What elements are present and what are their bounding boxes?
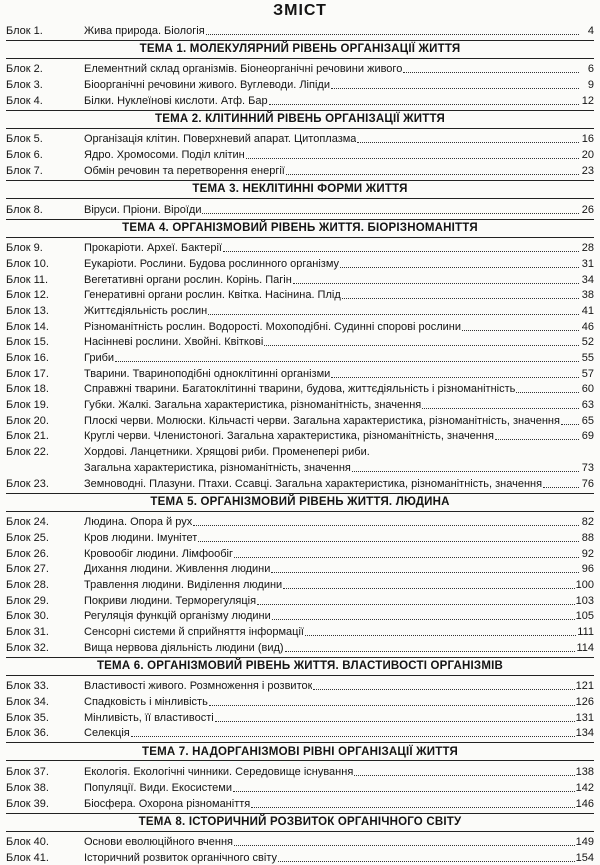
dot-leader xyxy=(340,267,579,268)
entry-title: Кров людини. Імунітет xyxy=(84,531,198,544)
block-number: Блок 41. xyxy=(6,851,49,864)
toc-entry[interactable] xyxy=(6,623,594,639)
block-number: Блок 30. xyxy=(6,610,49,623)
entry-title: Справжні тварини. Багатоклітинні тварини, будова, життєдіяльність і різноманітність xyxy=(84,383,516,396)
dot-leader xyxy=(206,34,579,35)
toc-entry[interactable] xyxy=(6,201,594,217)
entry-title: Основи еволюційного вчення xyxy=(84,836,234,849)
dot-leader xyxy=(246,158,579,159)
toc-entry[interactable] xyxy=(6,475,594,491)
dot-leader xyxy=(234,557,579,558)
entry-title: Біосфера. Охорона різноманіття xyxy=(84,797,251,810)
section-heading: ТЕМА 5. ОРГАНІЗМОВИЙ РІВЕНЬ ЖИТТЯ. ЛЮДИНА xyxy=(6,493,594,512)
dot-leader xyxy=(313,689,574,690)
toc-entry[interactable] xyxy=(6,545,594,561)
page-number: 23 xyxy=(581,164,594,177)
dot-leader xyxy=(257,604,575,605)
dot-leader xyxy=(561,424,579,425)
entry-title: Екологія. Екологічні чинники. Середовище існування xyxy=(84,766,354,779)
entry-title: Властивості живого. Розмноження і розвиток xyxy=(84,680,313,693)
toc-entry[interactable] xyxy=(6,318,594,334)
page-number: 60 xyxy=(581,383,594,396)
dot-leader xyxy=(516,392,579,393)
page-number: 100 xyxy=(575,578,594,591)
block-number: Блок 29. xyxy=(6,594,49,607)
toc-entry[interactable] xyxy=(6,162,594,178)
dot-leader xyxy=(354,775,574,776)
block-number: Блок 31. xyxy=(6,626,49,638)
dot-leader xyxy=(208,314,579,315)
block-number: Блок 16. xyxy=(6,352,49,364)
entry-title: Кровообіг людини. Лімфообіг xyxy=(84,547,233,560)
page-number: 73 xyxy=(581,461,594,474)
block-number: Блок 35. xyxy=(6,711,49,724)
toc-entry[interactable] xyxy=(6,428,594,444)
block-number: Блок 27. xyxy=(6,563,49,576)
page-number: 20 xyxy=(581,149,594,162)
toc-entry[interactable] xyxy=(6,349,594,365)
block-number: Блок 11. xyxy=(6,273,49,286)
block-number: Блок 23. xyxy=(6,477,49,490)
entry-title: Жива природа. Біологія xyxy=(84,24,205,37)
block-number: Блок 7. xyxy=(6,164,43,177)
entry-title: Тварини. Твариноподібні одноклітинні організми xyxy=(84,367,331,380)
toc-entry[interactable] xyxy=(6,334,594,350)
toc-entry[interactable] xyxy=(6,725,594,741)
dot-leader xyxy=(293,283,579,284)
section-heading: ТЕМА 8. ІСТОРИЧНИЙ РОЗВИТОК ОРГАНІЧНОГО СВІТУ xyxy=(6,813,594,832)
dot-leader xyxy=(251,807,574,808)
toc-entry[interactable] xyxy=(6,592,594,608)
page-number: 65 xyxy=(581,414,594,427)
toc-entry[interactable] xyxy=(6,22,594,38)
page-number: 149 xyxy=(575,836,594,849)
section-heading: ТЕМА 7. НАДОРГАНІЗМОВІ РІВНІ ОРГАНІЗАЦІЇ ЖИТТЯ xyxy=(6,742,594,761)
page-number: 76 xyxy=(581,477,594,490)
page-number: 103 xyxy=(575,594,594,607)
toc-entry[interactable] xyxy=(6,709,594,725)
entry-title: Популяції. Види. Екосистеми xyxy=(84,781,232,794)
page-number: 31 xyxy=(581,257,594,270)
entry-title: Організація клітин. Поверхневий апарат. Цитоплазма xyxy=(84,133,357,146)
block-number: Блок 1. xyxy=(6,24,43,37)
dot-leader xyxy=(305,635,576,636)
block-number: Блок 8. xyxy=(6,203,43,216)
block-number: Блок 28. xyxy=(6,578,49,591)
block-number: Блок 17. xyxy=(6,367,49,380)
toc-entry[interactable] xyxy=(6,779,594,795)
dot-leader xyxy=(422,408,579,409)
entry-title: Мінливість, її властивості xyxy=(84,711,214,724)
toc-entry[interactable] xyxy=(6,302,594,318)
entry-title: Елементний склад організмів. Біонеорганічні речовини живого xyxy=(84,63,403,76)
block-number: Блок 38. xyxy=(6,781,49,794)
dot-leader xyxy=(331,377,579,378)
entry-title: Плоскі черви. Молюски. Кільчасті черви. Загальна характеристика, різноманітність, значення xyxy=(84,414,560,427)
block-number: Блок 36. xyxy=(6,727,49,740)
section-heading: ТЕМА 6. ОРГАНІЗМОВИЙ РІВЕНЬ ЖИТТЯ. ВЛАСТИВОСТІ ОРГАНІЗМІВ xyxy=(6,657,594,676)
dot-leader xyxy=(269,104,579,105)
page-number: 4 xyxy=(587,24,594,37)
page-number: 142 xyxy=(575,781,594,794)
block-number: Блок 24. xyxy=(6,516,49,529)
dot-leader xyxy=(271,572,579,573)
toc-entry[interactable] xyxy=(6,76,594,92)
entry-title: Травлення людини. Виділення людини xyxy=(84,578,283,591)
page-number: 121 xyxy=(575,680,594,693)
block-number: Блок 4. xyxy=(6,94,43,107)
dot-leader xyxy=(272,619,575,620)
page-number: 26 xyxy=(581,203,594,216)
block-number: Блок 19. xyxy=(6,399,49,412)
page-number: 96 xyxy=(581,563,594,576)
block-number: Блок 22. xyxy=(6,446,49,459)
dot-leader xyxy=(223,251,579,252)
entry-title: Різноманітність рослин. Водорості. Мохоподібні. Судинні спорові рослини xyxy=(84,320,462,333)
page-number: 131 xyxy=(575,711,594,724)
dot-leader xyxy=(209,705,575,706)
dot-leader xyxy=(342,298,579,299)
table-of-contents xyxy=(0,22,600,865)
block-number: Блок 12. xyxy=(6,289,49,302)
page-number: 126 xyxy=(575,696,594,709)
block-number: Блок 25. xyxy=(6,531,49,544)
block-number: Блок 34. xyxy=(6,696,49,709)
section-heading: ТЕМА 3. НЕКЛІТИННІ ФОРМИ ЖИТТЯ xyxy=(6,180,594,199)
dot-leader xyxy=(233,791,575,792)
section-heading: ТЕМА 2. КЛІТИННИЙ РІВЕНЬ ОРГАНІЗАЦІЇ ЖИТТЯ xyxy=(6,110,594,129)
page-number: 105 xyxy=(575,610,594,623)
section-heading: ТЕМА 4. ОРГАНІЗМОВИЙ РІВЕНЬ ЖИТТЯ. БІОРІЗНОМАНІТТЯ xyxy=(6,219,594,238)
entry-title: Насінневі рослини. Хвойні. Квіткові xyxy=(84,336,264,349)
page-number: 114 xyxy=(576,641,594,654)
page-number: 57 xyxy=(581,367,594,380)
page-number: 41 xyxy=(581,304,594,317)
toc-entry[interactable] xyxy=(6,678,594,694)
toc-entry[interactable] xyxy=(6,608,594,624)
toc-entry[interactable] xyxy=(6,92,594,108)
page-number: 82 xyxy=(581,516,594,529)
dot-leader xyxy=(352,471,579,472)
dot-leader xyxy=(543,487,579,488)
page-number: 69 xyxy=(581,430,594,443)
toc-entry[interactable] xyxy=(6,287,594,303)
page-number: 55 xyxy=(581,352,594,364)
block-number: Блок 37. xyxy=(6,766,49,779)
block-number: Блок 15. xyxy=(6,336,49,349)
block-number: Блок 39. xyxy=(6,797,49,810)
entry-title: Генеративні органи рослин. Квітка. Насінина. Плід xyxy=(84,289,341,302)
page-number: 16 xyxy=(581,133,594,146)
dot-leader xyxy=(215,721,575,722)
toc-entry[interactable] xyxy=(6,576,594,592)
entry-title: Селекція xyxy=(84,727,130,740)
toc-entry[interactable] xyxy=(6,443,594,459)
dot-leader xyxy=(286,174,579,175)
toc-entry[interactable] xyxy=(6,763,594,779)
page-number: 88 xyxy=(581,531,594,544)
entry-title: Покриви людини. Терморегуляція xyxy=(84,594,257,607)
page-number: 28 xyxy=(581,242,594,255)
page-number: 111 xyxy=(577,626,594,638)
page-number: 146 xyxy=(575,797,594,810)
page-number: 52 xyxy=(581,336,594,349)
dot-leader xyxy=(131,736,575,737)
entry-title: Прокаріоти. Археї. Бактерії xyxy=(84,242,222,255)
block-number: Блок 5. xyxy=(6,133,43,146)
toc-entry[interactable] xyxy=(6,396,594,412)
page-number: 6 xyxy=(587,63,594,76)
page-number: 34 xyxy=(581,273,594,286)
dot-leader xyxy=(462,330,579,331)
toc-entry[interactable] xyxy=(6,514,594,530)
block-number: Блок 18. xyxy=(6,383,49,396)
toc-entry[interactable] xyxy=(6,529,594,545)
block-number: Блок 2. xyxy=(6,63,43,76)
toc-entry-continuation[interactable] xyxy=(6,459,594,475)
entry-title-continuation: Загальна характеристика, різноманітність, значення xyxy=(84,461,351,474)
entry-title: Губки. Жалкі. Загальна характеристика, різноманітність, значення xyxy=(84,399,422,412)
dot-leader xyxy=(234,845,575,846)
page-number: 38 xyxy=(581,289,594,302)
toc-entry[interactable] xyxy=(6,849,594,865)
toc-entry[interactable] xyxy=(6,412,594,428)
toc-entry[interactable] xyxy=(6,639,594,655)
entry-title: Дихання людини. Живлення людини xyxy=(84,563,271,576)
page-number: 46 xyxy=(581,320,594,333)
page-number: 92 xyxy=(581,547,594,560)
block-number: Блок 3. xyxy=(6,79,43,92)
entry-title: Гриби xyxy=(84,352,115,364)
entry-title: Обмін речовин та перетворення енергії xyxy=(84,164,285,177)
toc-entry[interactable] xyxy=(6,693,594,709)
dot-leader xyxy=(264,345,579,346)
entry-title: Сенсорні системи й сприйняття інформації xyxy=(84,626,304,638)
toc-entry[interactable] xyxy=(6,61,594,77)
entry-title: Земноводні. Плазуни. Птахи. Ссавці. Загальна характеристика, різноманітність, значення xyxy=(84,477,543,490)
dot-leader xyxy=(278,861,575,862)
block-number: Блок 14. xyxy=(6,320,49,333)
dot-leader xyxy=(283,588,574,589)
toc-entry[interactable] xyxy=(6,365,594,381)
block-number: Блок 20. xyxy=(6,414,49,427)
block-number: Блок 40. xyxy=(6,836,49,849)
dot-leader xyxy=(202,213,579,214)
toc-entry[interactable] xyxy=(6,381,594,397)
section-heading: ТЕМА 1. МОЛЕКУЛЯРНИЙ РІВЕНЬ ОРГАНІЗАЦІЇ ЖИТТЯ xyxy=(6,40,594,59)
toc-entry[interactable] xyxy=(6,146,594,162)
entry-title: Ядро. Хромосоми. Поділ клітин xyxy=(84,149,245,162)
entry-title: Біоорганічні речовини живого. Вуглеводи. Ліпіди xyxy=(84,79,330,92)
dot-leader xyxy=(495,439,579,440)
entry-title: Історичний розвиток органічного світу xyxy=(84,851,278,864)
block-number: Блок 13. xyxy=(6,304,49,317)
toc-entry[interactable] xyxy=(6,834,594,850)
toc-entry[interactable] xyxy=(6,271,594,287)
dot-leader xyxy=(115,361,579,362)
toc-entry[interactable] xyxy=(6,795,594,811)
page-number: 154 xyxy=(575,851,594,864)
dot-leader xyxy=(285,651,576,652)
entry-title: Регуляція функцій організму людини xyxy=(84,610,271,623)
block-number: Блок 32. xyxy=(6,641,49,654)
entry-title: Віруси. Пріони. Віроїди xyxy=(84,203,202,216)
entry-title: Людина. Опора й рух xyxy=(84,516,193,529)
dot-leader xyxy=(331,88,579,89)
entry-title: Круглі черви. Членистоногі. Загальна характеристика, різноманітність, значення xyxy=(84,430,494,443)
entry-title: Білки. Нуклеїнові кислоти. Атф. Бар xyxy=(84,94,268,107)
page-number: 134 xyxy=(575,727,594,740)
toc-entry[interactable] xyxy=(6,240,594,256)
toc-entry[interactable] xyxy=(6,561,594,577)
block-number: Блок 33. xyxy=(6,680,49,693)
toc-entry[interactable] xyxy=(6,131,594,147)
page-number: 12 xyxy=(581,94,594,107)
block-number: Блок 6. xyxy=(6,149,43,162)
entry-title: Вегетативні органи рослин. Корінь. Пагін xyxy=(84,273,292,286)
dot-leader xyxy=(198,541,579,542)
block-number: Блок 26. xyxy=(6,547,49,560)
dot-leader xyxy=(193,525,579,526)
entry-title: Еукаріоти. Рослини. Будова рослинного організму xyxy=(84,257,340,270)
block-number: Блок 21. xyxy=(6,430,49,443)
dot-leader xyxy=(403,72,579,73)
toc-entry[interactable] xyxy=(6,255,594,271)
block-number: Блок 9. xyxy=(6,242,43,255)
dot-leader xyxy=(357,142,579,143)
block-number: Блок 10. xyxy=(6,257,49,270)
page-number: 9 xyxy=(587,79,594,92)
entry-title: Вища нервова діяльність людини (вид) xyxy=(84,641,284,654)
page-number: 138 xyxy=(575,766,594,779)
page-number: 63 xyxy=(581,399,594,412)
entry-title: Життєдіяльність рослин xyxy=(84,304,208,317)
page-title: ЗМІСТ xyxy=(273,2,327,19)
entry-title: Спадковість і мінливість xyxy=(84,696,208,709)
entry-title: Хордові. Ланцетники. Хрящові риби. Променепері риби. xyxy=(84,446,370,459)
